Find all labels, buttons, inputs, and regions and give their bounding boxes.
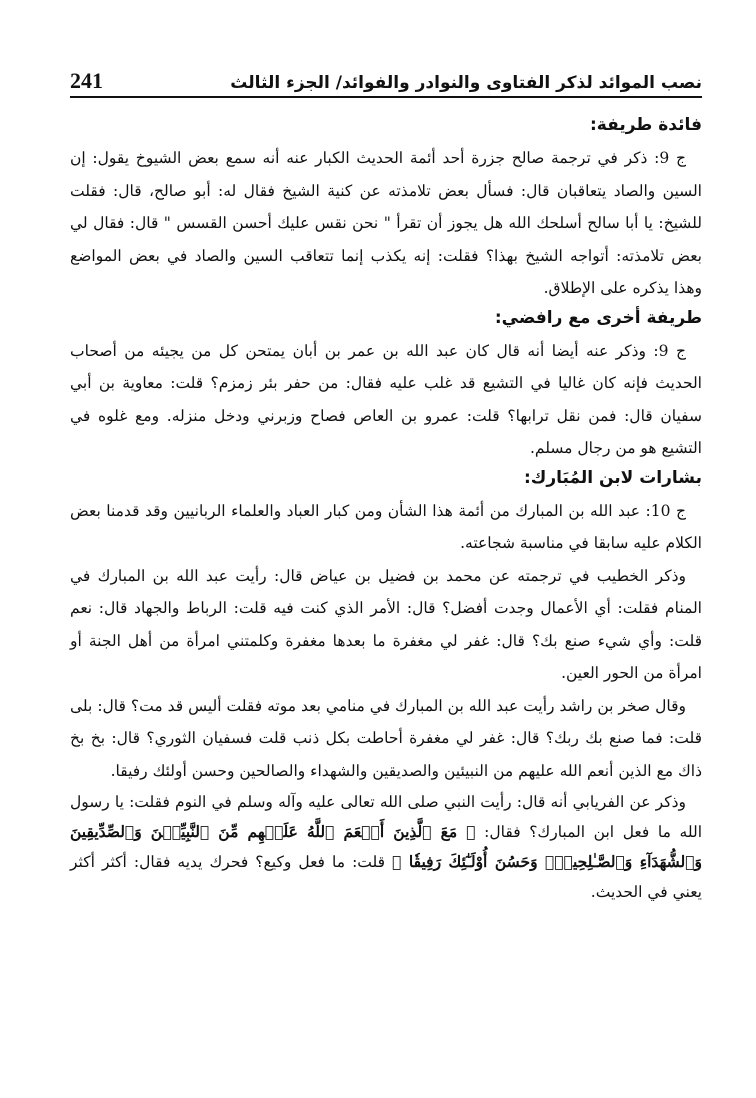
paragraph-abdullah-bin-aban: ج 9: وذكر عنه أيضا أنه قال كان عبد الله بن عمر بن أبان يمتحن كل من يجيئه من أصحاب الحديث فإنه كان غاليا في التشيع قد غلب عليه فقال: من حفر بئر زمزم؟ قلت: معاوية بن أبي سفيان قال: فمن نقل ترابها؟ قلت: عمرو بن العاص فصاح وزبرني ودخل منزله. ومع غلوه في التشيع هو من رجال مسلم.	[70, 341, 702, 457]
section-heading-rafidi: طريفة أخرى مع رافضي:	[494, 307, 702, 328]
paragraph-sakhr-dream: وقال صخر بن راشد رأيت عبد الله بن المبارك في منامي بعد موته فقلت أليس قد مت؟ قال: بلى قلت: فما صنع بك ربك؟ قال: غفر لي مغفرة أحاطت بكل ذنب قلت فسفيان الثوري؟ قال: بخ بخ ذاك مع الذين أنعم الله عليهم من النبيئين والصديقين والشهداء والصالحين وحسن أولئك رفيقا.	[70, 696, 702, 780]
paragraph-ibn-mubarak-intro: ج 10: عبد الله بن المبارك من أئمة هذا الشأن ومن كبار العباد والعلماء الربانيين وقد قدمنا بعض الكلام عليه سابقا في مناسبة شجاعته.	[70, 501, 702, 552]
page-header	[70, 52, 702, 98]
page-content	[70, 112, 702, 907]
paragraph-khatib-dream: وذكر الخطيب في ترجمته عن محمد بن فضيل بن عياض قال: رأيت عبد الله بن المبارك في المنام فقلت: أي الأعمال وجدت أفضل؟ قال: الأمر الذي كنت فيه قلت: الرباط والجهاد قال: نعم قلت: وأي شيء صنع بك؟ قال: غفر لي مغفرة ما بعدها مغفرة وكلمتني امرأة من أهل الجنة أو امرأة من الحور العين.	[70, 566, 702, 682]
page-number: 241	[70, 68, 103, 93]
book-page	[70, 52, 702, 1072]
paragraph-saleh-jazara: ج 9: ذكر في ترجمة صالح جزرة أحد أئمة الحديث الكبار عنه أنه سمع بعض الشيوخ يقول: إن السين والصاد يتعاقبان قال: فسأل بعض تلامذته عن كنية الشيخ فقال له: أبو صالح، قال: فقلت للشيخ: يا أبا سالح أسلحك الله هل يجوز أن تقرأ " نحن نقس عليك أحسن القسس " قال: فقال لي بعض تلامذته: أتواجه الشيخ بهذا؟ فقلت: إنه يكذب إنما تتعاقب السين والصاد في بعض المواضع وهذا يذكره على الإطلاق.	[70, 149, 702, 297]
firyabi-narration: وذكر عن الفريابي أنه قال: رأيت النبي صلى الله تعالى عليه وآله وسلم في النوم فقلت: يا رسول الله ما فعل ابن المبارك؟ فقال:	[70, 793, 703, 841]
running-title: نصب الموائد لذكر الفتاوى والنوادر والفوائد/ الجزء الثالث	[230, 73, 702, 93]
section-heading-curious-benefit: فائدة طريفة:	[590, 115, 702, 135]
quran-quote: ﴿ مَعَ ٱلَّذِينَ أَنۡعَمَ ٱللَّهُ عَلَيۡهِم مِّنَ ٱلنَّبِيِّـۧنَ وَٱلصِّدِّيقِينَ وَٱلشُّهَدَآءِ وَٱلصَّـٰلِحِينَۚ وَحَسُنَ أُوْلَـٰٓئِكَ رَفِيقٗا ﴾	[70, 822, 702, 871]
waki-question: قلت: ما فعل وكيع؟ فحرك يديه فقال: أكثر أكثر يعني في الحديث.	[70, 853, 702, 901]
paragraph-firyabi-dream	[70, 787, 702, 907]
section-heading-ibn-mubarak: بشارات لابن المُبَارك:	[523, 467, 702, 488]
